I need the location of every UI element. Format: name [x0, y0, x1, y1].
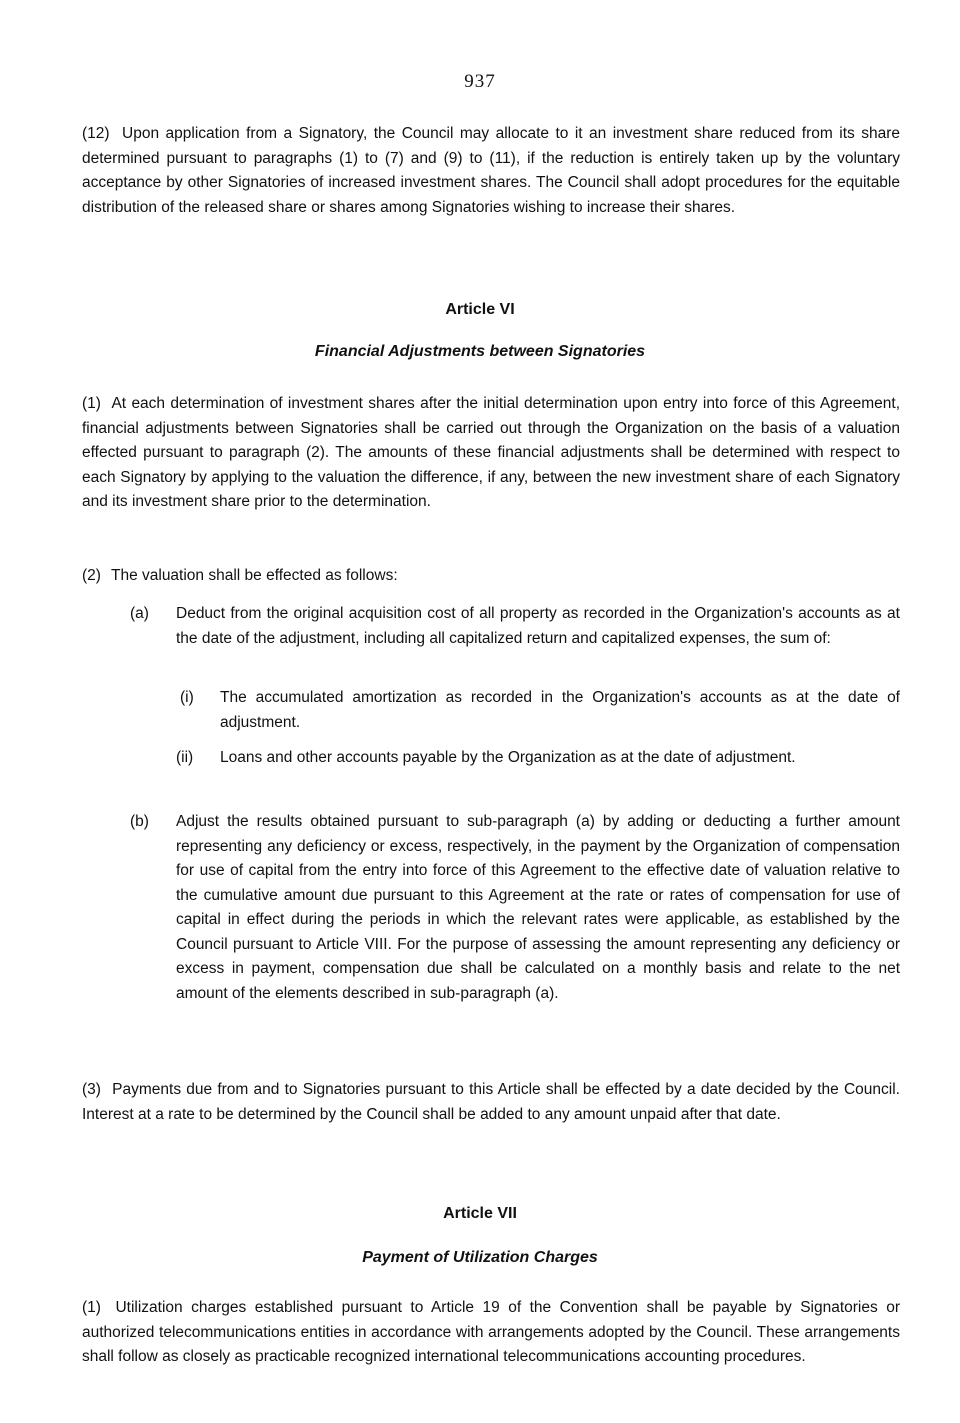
paragraph-text: The valuation shall be effected as follows: [110, 567, 398, 584]
paragraph-text: Payments due from and to Signatories pursuant to this Article shall be effected by a date decided by the Council. Interest at a rate to be determined by the Council shall be added to any amount unpaid after that date. [82, 1081, 900, 1123]
item-ii-text: Loans and other accounts payable by the Organization as at the date of adjustment. [220, 749, 796, 766]
subparagraph-b-label: (b) [130, 813, 149, 830]
item-ii-label: (ii) [176, 749, 194, 766]
article-vi-paragraph-1 [82, 392, 900, 515]
article-vi-paragraph-2 [82, 564, 900, 589]
paragraph-text: Utilization charges established pursuant to Article 19 of the Convention shall be payable by Signatories or authorized telecommunications entities in accordance with arrangements adopted by the Council. These arrangements shall follow as closely as practicable recognized international telecommunications accounting procedures. [82, 1299, 901, 1365]
item-i-label: (i) [180, 689, 194, 706]
article-vii-title: Article VII [443, 1205, 517, 1222]
article-vii-paragraph-1 [82, 1296, 900, 1370]
paragraph-number: (1) [82, 1299, 101, 1316]
paragraph-number: (2) [82, 567, 101, 584]
subparagraph-a-label: (a) [130, 605, 149, 622]
paragraph-number: (1) [82, 395, 101, 412]
article-vi-title: Article VI [445, 301, 515, 318]
item-i-text: The accumulated amortization as recorded in the Organization's accounts as at the date of adjustment. [220, 689, 900, 731]
paragraph-12 [82, 122, 900, 220]
article-vi-subtitle: Financial Adjustments between Signatories [314, 343, 646, 360]
article-vii-subtitle: Payment of Utilization Charges [362, 1249, 598, 1266]
paragraph-number: (3) [82, 1081, 101, 1098]
paragraph-number: (12) [82, 125, 110, 142]
subparagraph-b-text: Adjust the results obtained pursuant to sub-paragraph (a) by adding or deducting a further amount representing any deficiency or excess, respectively, in the payment by the Organization of compensation for use of capital from the entry into force of this Agreement to the effective date of valuation relative to the cumulative amount due pursuant to this Agreement at the rate or rates of compensation for use of capital in effect during the periods in which the relevant rates were applicable, as established by the Council pursuant to Article VIII. For the purpose of assessing the amount representing any deficiency or excess in payment, compensation due shall be calculated on a monthly basis and relate to the net amount of the elements described in sub-paragraph (a). [176, 813, 900, 1002]
subparagraph-a-text: Deduct from the original acquisition cost of all property as recorded in the Organization's accounts as at the date of the adjustment, including all capitalized return and capitalized expenses, the sum of: [176, 605, 900, 647]
paragraph-text: Upon application from a Signatory, the Council may allocate to it an investment share reduced from its share determined pursuant to paragraphs (1) to (7) and (9) to (11), if the reduction is entirely taken up by the voluntary acceptance by other Signatories of increased investment shares. The Council shall adopt procedures for the equitable distribution of the released share or shares among Signatories wishing to increase their shares. [82, 125, 900, 216]
article-vi-paragraph-3 [82, 1078, 900, 1127]
paragraph-text: At each determination of investment shares after the initial determination upon entry into force of this Agreement, financial adjustments between Signatories shall be carried out through the Organization on the basis of a valuation effected pursuant to paragraph (2). The amounts of these financial adjustments shall be determined with respect to each Signatory by applying to the valuation the difference, if any, between the new investment share of each Signatory and its investment share prior to the determination. [82, 395, 901, 510]
page-number: 937 [464, 71, 496, 92]
